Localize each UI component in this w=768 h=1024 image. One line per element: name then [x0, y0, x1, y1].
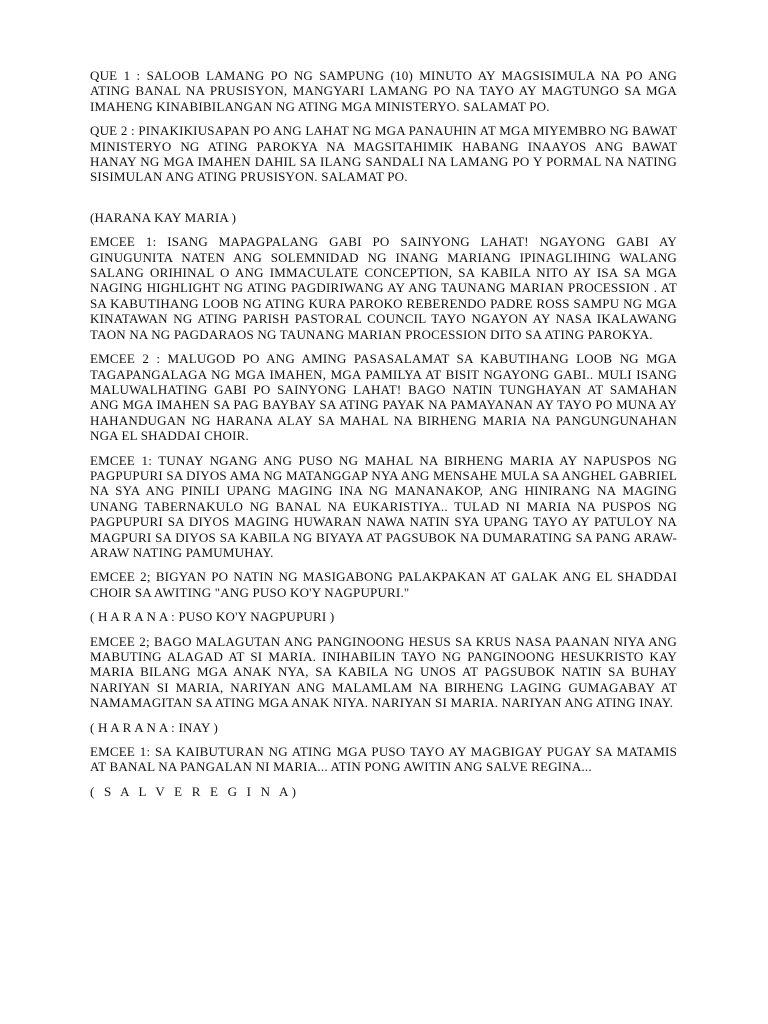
emcee-2-applause-paragraph: EMCEE 2; BIGYAN PO NATIN NG MASIGABONG PALAKPAKAN AT GALAK ANG EL SHADDAI CHOIR SA AWITING "ANG PUSO KO'Y NAGPUPURI.": [90, 569, 677, 600]
emcee-1-reflection-paragraph: EMCEE 1: TUNAY NGANG ANG PUSO NG MAHAL NA BIRHENG MARIA AY NAPUSPOS NG PAGPUPURI SA DIYOS AMA NG MATANGGAP NYA ANG MENSAHE MULA SA ANGHEL GABRIEL NA SYA ANG PINILI UPANG MAGING INA NG MANANAKOP, ANG HINIRANG NA MAGING UNANG TABERNAKULO NG BANAL NA EUKARISTIYA.. TULAD NI MARIA NA PUSPOS NG PAGPUPURI SA DIYOS MAGING HUWARAN NAWA NATIN SYA UPANG TAYO AY PATULOY NA MAGPURI SA DIYOS SA KABILA NG BIYAYA AT PAGSUBOK NA DUMARATING SA PANG ARAW-ARAW NATING PAMUMUHAY.: [90, 452, 677, 560]
emcee-1-opening-paragraph: EMCEE 1: ISANG MAPAGPALANG GABI PO SAINYONG LAHAT! NGAYONG GABI AY GINUGUNITA NATEN ANG SOLEMNIDAD NG INANG MARIANG IPINAGLIHING WALANG SALANG ORIHINAL O ANG IMMACULATE CONCEPTION, SA KABILA NITO AY ISA SA MGA NAGING HIGHLIGHT NG ATING PAGDIRIWANG AY ANG TAUNANG MARIAN PROCESSION . AT SA KABUTIHANG LOOB NG ATING KURA PAROKO REBERENDO PADRE ROSS SAMPU NG MGA KINATAWAN NG ATING PARISH PASTORAL COUNCIL TAYO NGAYON AY NASA IKALAWANG TAON NA NG PAGDARAOS NG TAUNANG MARIAN PROCESSION DITO SA ATING PAROKYA.: [90, 234, 677, 342]
harana-kay-maria-heading: (HARANA KAY MARIA ): [90, 209, 237, 225]
section-gap: [90, 194, 677, 210]
document-page: [90, 68, 677, 808]
harana-inay-heading: ( H A R A N A : INAY ): [90, 719, 219, 735]
emcee-2-cross-paragraph: EMCEE 2; BAGO MALAGUTAN ANG PANGINOONG HESUS SA KRUS NASA PAANAN NIYA ANG MABUTING ALAGAD AT SI MARIA. INIHABILIN TAYO NG PANGINOONG HESUKRISTO KAY MARIA BILANG MGA ANAK NYA, SA KABILA NG UNOS AT PAGSUBOK NATIN SA BUHAY NARIYAN SI MARIA, NARIYAN ANG MALAMLAM NA BIRHENG LAGING GUMAGABAY AT NAMAMAGITAN SA ATING MGA ANAK NIYA. NARIYAN SI MARIA. NARIYAN ANG ATING INAY.: [90, 633, 677, 711]
que-2-paragraph: QUE 2 : PINAKIKIUSAPAN PO ANG LAHAT NG MGA PANAUHIN AT MGA MIYEMBRO NG BAWAT MINISTERYO NG ATING PAROKYA NA MAGSITAHIMIK HABANG INAAYOS ANG BAWAT HANAY NG MGA IMAHEN DAHIL SA ILANG SANDALI NA LAMANG PO Y PORMAL NA NATING SISIMULAN ANG ATING PRUSISYON. SALAMAT PO.: [90, 123, 677, 185]
salve-regina-heading: ( S A L V E R E G I N A): [90, 783, 300, 799]
emcee-2-thanks-paragraph: EMCEE 2 : MALUGOD PO ANG AMING PASASALAMAT SA KABUTIHANG LOOB NG MGA TAGAPANGALAGA NG MGA IMAHEN, MGA PAMILYA AT BISIT NGAYONG GABI.. MULI ISANG MALUWALHATING GABI PO SAINYONG LAHAT! BAGO NATIN TUNGHAYAN AT SAMAHAN ANG MGA IMAHEN SA PAG BAYBAY SA ATING PAYAK NA PAMAYANAN AY TAYO PO MUNA AY HAHANDUGAN NG HARANA ALAY SA MAHAL NA BIRHENG MARIA NA PANGUNGUNAHAN NGA EL SHADDAI CHOIR.: [90, 351, 677, 444]
que-1-paragraph: QUE 1 : SALOOB LAMANG PO NG SAMPUNG (10) MINUTO AY MAGSISIMULA NA PO ANG ATING BANAL NA PRUSISYON, MANGYARI LAMANG PO NA TAYO AY MAGTUNGO SA MGA IMAHENG KINABIBILANGAN NG ATING MGA MINISTERYO. SALAMAT PO.: [90, 68, 677, 114]
harana-puso-heading: ( H A R A N A : PUSO KO'Y NAGPUPURI ): [90, 609, 335, 625]
emcee-1-salve-paragraph: EMCEE 1: SA KAIBUTURAN NG ATING MGA PUSO TAYO AY MAGBIGAY PUGAY SA MATAMIS AT BANAL NA PANGALAN NI MARIA... ATIN PONG AWITIN ANG SALVE REGINA...: [90, 744, 677, 775]
